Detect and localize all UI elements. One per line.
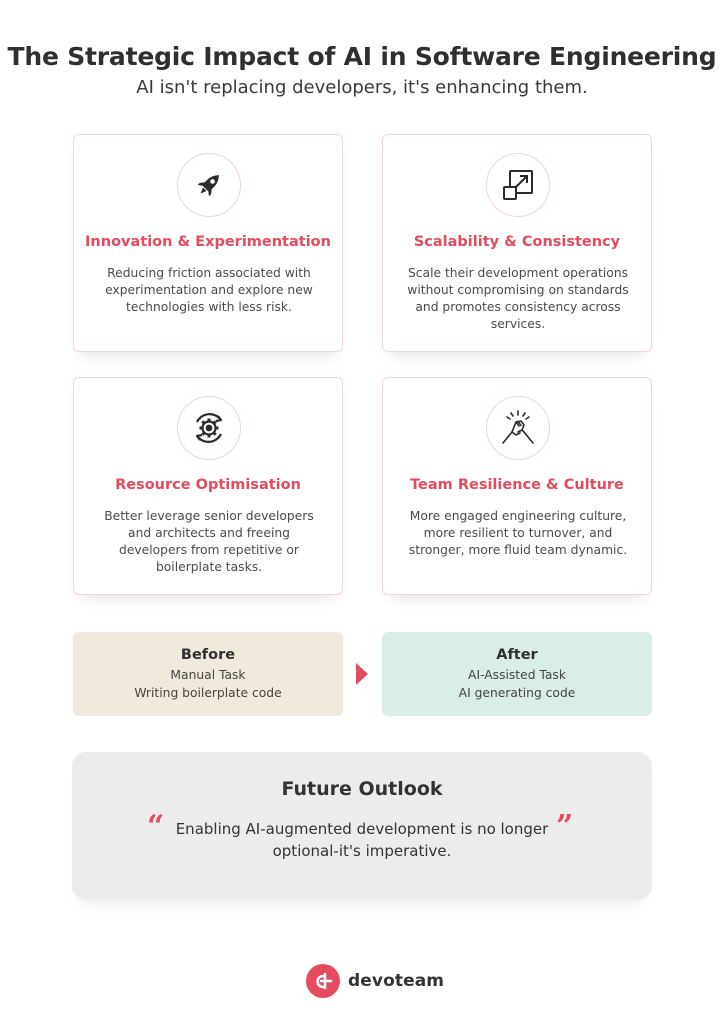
future-outlook-panel	[72, 752, 652, 900]
card-description: More engaged engineering culture, more resilient to turnover, and stronger, more fluid team dynamic.	[408, 509, 628, 557]
card-title: Resource Optimisation	[115, 477, 301, 493]
before-line-2: Writing boilerplate code	[134, 686, 282, 700]
card-scalability	[382, 134, 652, 352]
open-quote-icon: “	[147, 809, 165, 844]
page-subtitle: AI isn't replacing developers, it's enhancing them.	[136, 77, 588, 98]
devoteam-logo-icon	[306, 964, 340, 998]
card-title: Scalability & Consistency	[413, 234, 621, 250]
before-box	[73, 632, 343, 716]
card-description: Better leverage senior developers and architects and freeing developers from repetitive or boilerplate tasks.	[104, 509, 314, 574]
after-line-2: AI generating code	[458, 686, 576, 700]
outlook-quote: Enabling AI-augmented development is no longer optional-it's imperative.	[175, 820, 549, 860]
after-line-1: AI-Assisted Task	[468, 668, 566, 682]
after-title: After	[496, 647, 538, 663]
card-title: Team Resilience & Culture	[410, 477, 624, 493]
scale-icon	[486, 153, 550, 217]
gear-cycle-icon	[177, 396, 241, 460]
card-description: Scale their development operations without compromising on standards and promotes consistency across services.	[407, 266, 629, 331]
close-quote-icon: ”	[556, 809, 574, 844]
page-title: The Strategic Impact of AI in Software Engineering	[7, 42, 717, 71]
devoteam-logo	[306, 964, 444, 998]
card-resource	[73, 377, 343, 595]
handshake-icon	[486, 396, 550, 460]
before-line-1: Manual Task	[170, 668, 246, 682]
card-description: Reducing friction associated with experimentation and explore new technologies with less risk.	[105, 266, 313, 314]
after-box	[382, 632, 652, 716]
card-innovation	[73, 134, 343, 352]
quote-block	[72, 809, 652, 862]
card-team	[382, 377, 652, 595]
before-title: Before	[180, 647, 236, 663]
arrow-right-icon	[356, 663, 368, 685]
outlook-title: Future Outlook	[281, 778, 443, 800]
card-title: Innovation & Experimentation	[85, 234, 331, 250]
rocket-icon	[177, 153, 241, 217]
brand-name: devoteam	[348, 971, 445, 991]
